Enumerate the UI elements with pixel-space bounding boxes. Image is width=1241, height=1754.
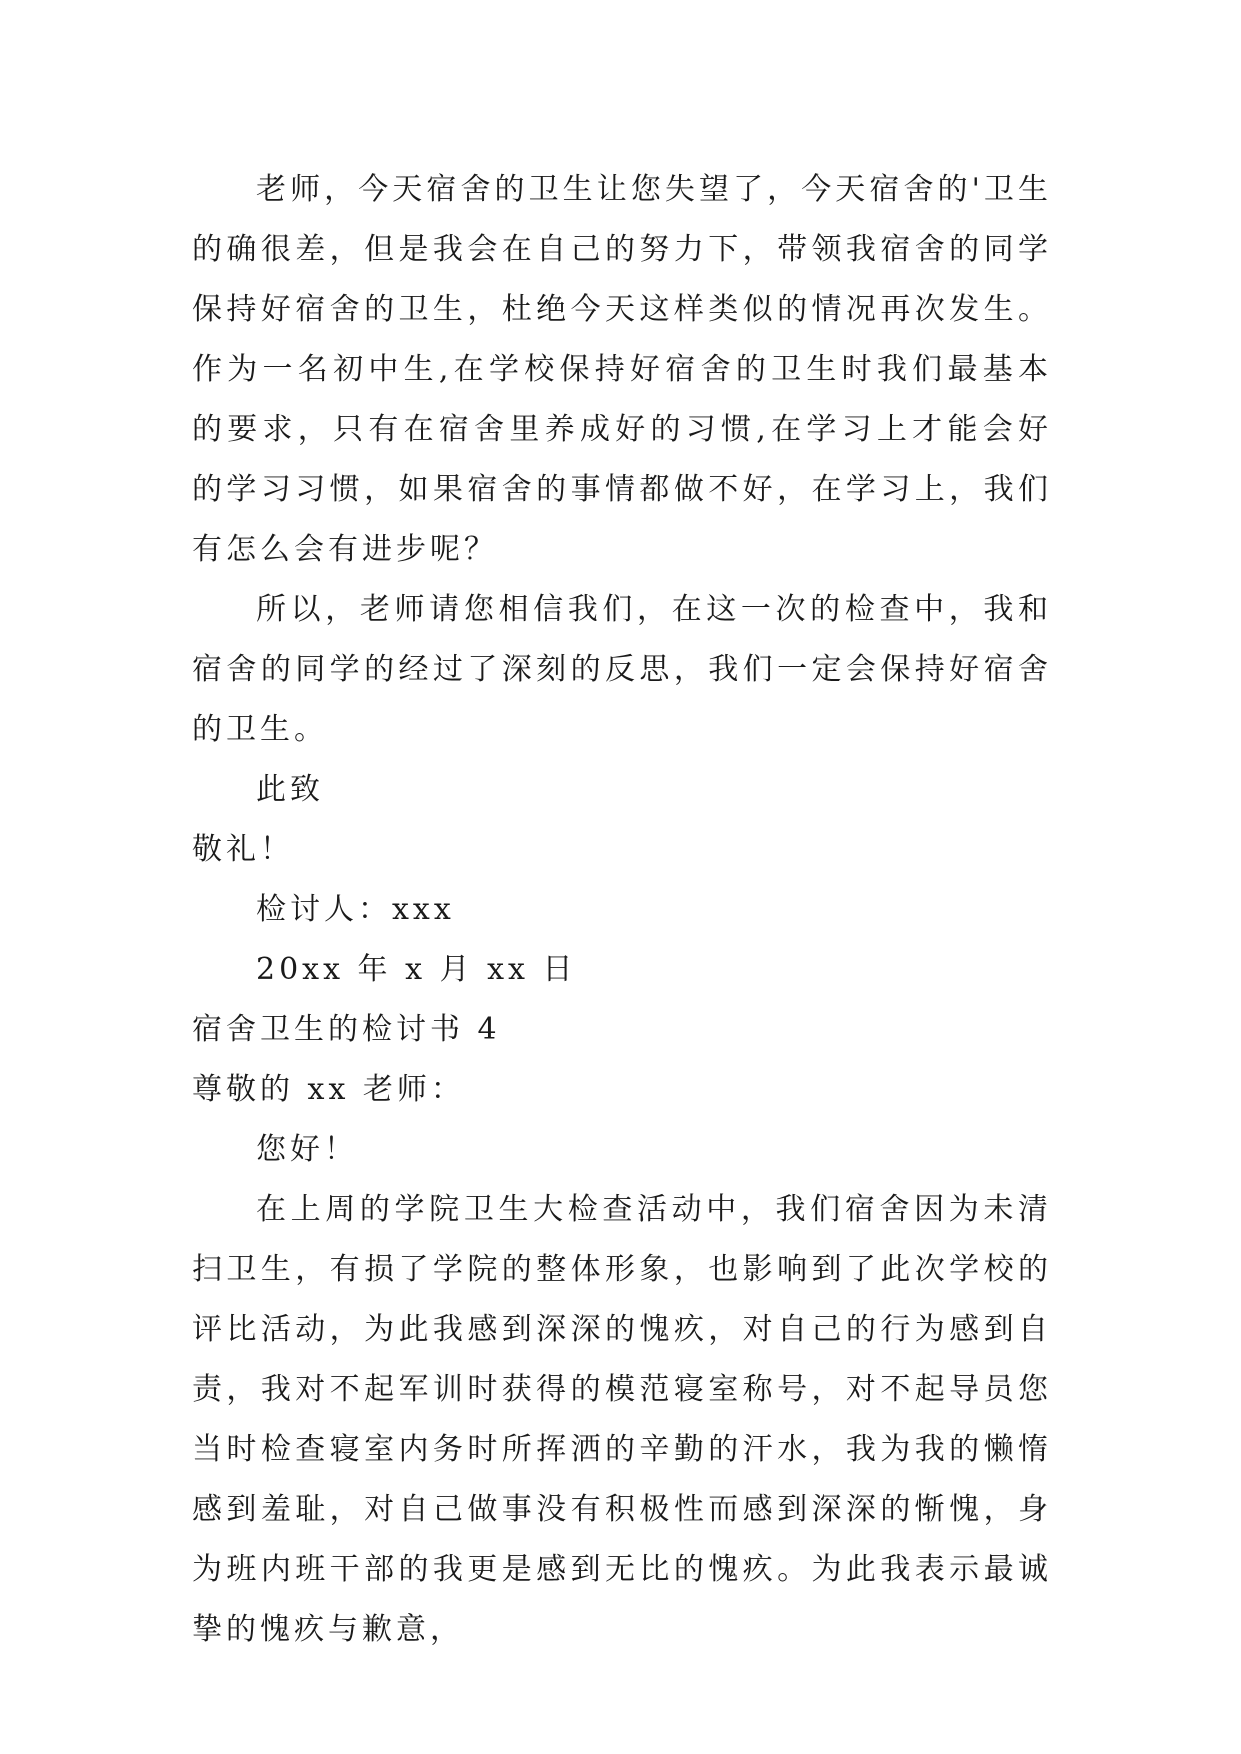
closing-cizhi: 此致 [256,772,324,807]
greeting: 您好！ [256,1132,358,1167]
paragraph-promise: 所以，老师请您相信我们，在这一次的检查中，我和宿舍的同学的经过了深刻的反思，我们一定会保持好宿舍的卫生。 [192,592,1052,747]
section-title: 宿舍卫生的检讨书 4 [192,1012,501,1047]
signature-date: 20xx 年 x 月 xx 日 [256,952,577,987]
document-body [192,160,1052,1660]
salutation: 尊敬的 xx 老师： [192,1072,465,1107]
paragraph-apology-hygiene: 老师，今天宿舍的卫生让您失望了，今天宿舍的'卫生的确很差，但是我会在自己的努力下，带领我宿舍的同学保持好宿舍的卫生，杜绝今天这样类似的情况再次发生。作为一名初中生,在学校保持好宿舍的卫生时我们最基本的要求，只有在宿舍里养成好的习惯,在学习上才能会好的学习习惯，如果宿舍的事情都做不好，在学习上，我们有怎么会有进步呢？ [192,172,1052,567]
closing-jingli: 敬礼！ [192,832,294,867]
paragraph-inspection: 在上周的学院卫生大检查活动中，我们宿舍因为未清扫卫生，有损了学院的整体形象，也影响到了此次学校的评比活动，为此我感到深深的愧疚，对自己的行为感到自责，我对不起军训时获得的模范寝室称号，对不起导员您当时检查寝室内务时所挥洒的辛勤的汗水，我为我的懒惰感到羞耻，对自己做事没有积极性而感到深深的惭愧，身为班内班干部的我更是感到无比的愧疚。为此我表示最诚挚的愧疚与歉意， [192,1192,1052,1647]
signature-name: 检讨人：xxx [256,892,455,927]
